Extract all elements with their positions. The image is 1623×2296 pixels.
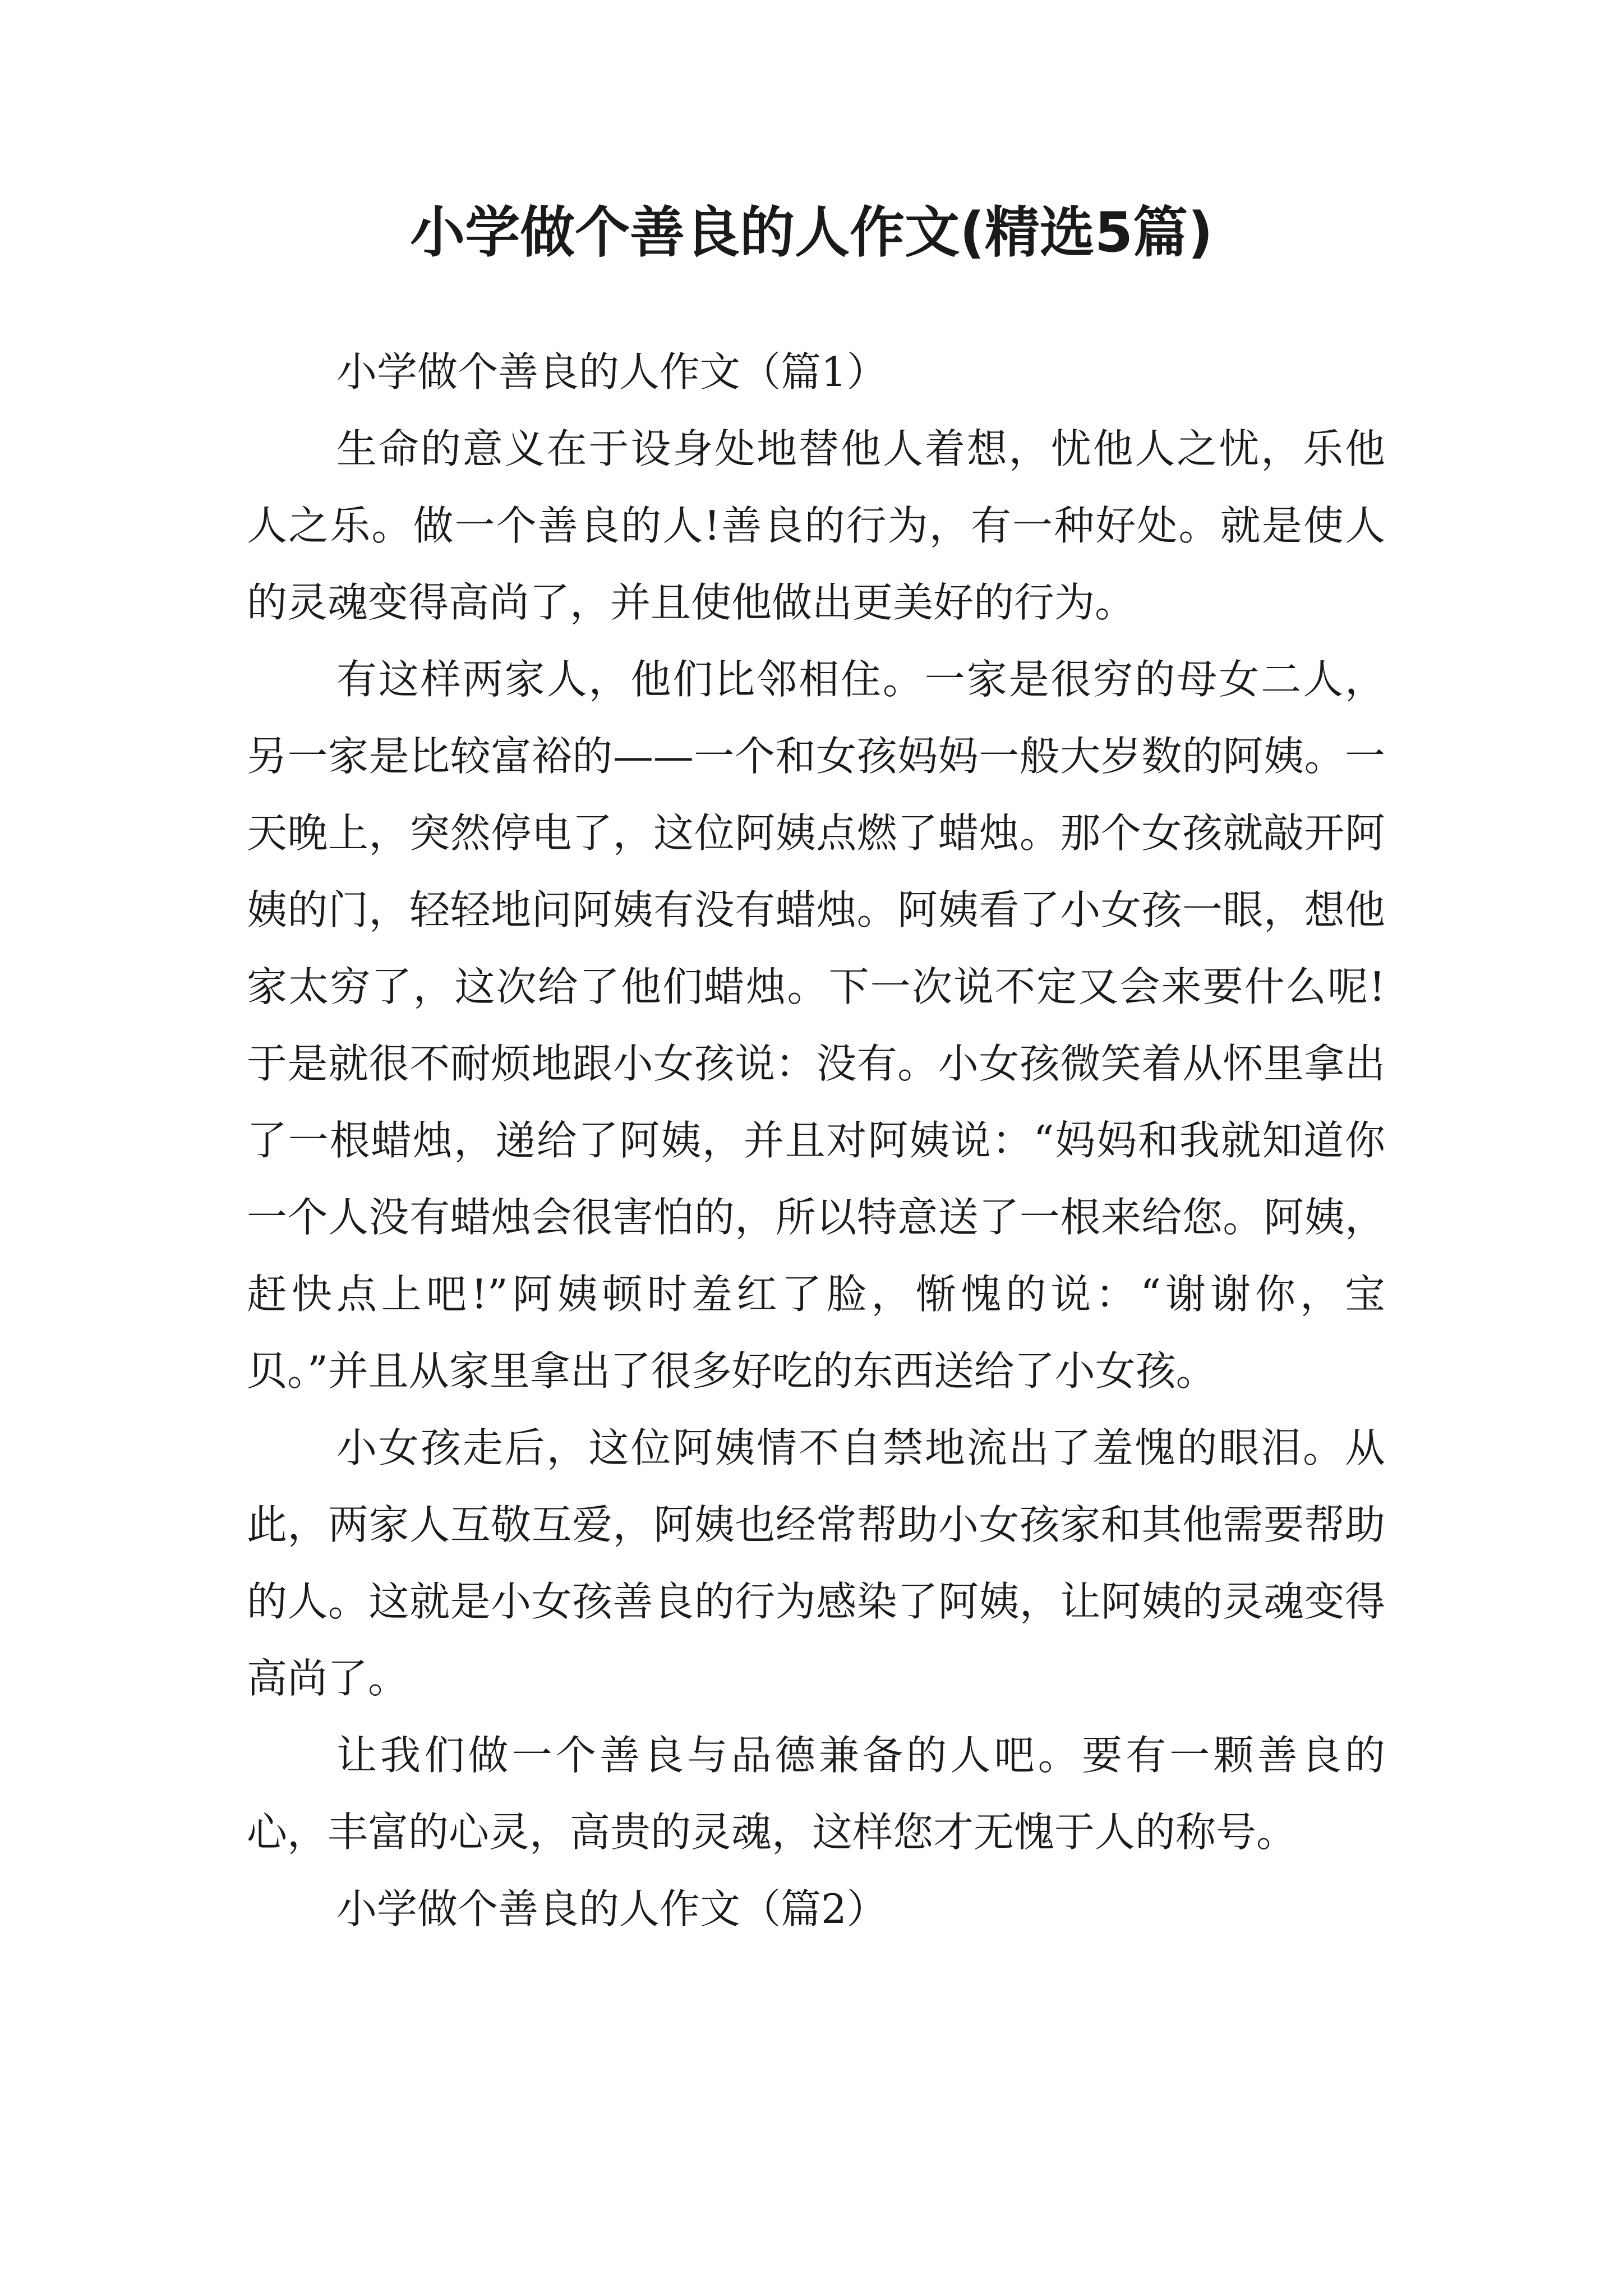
- paragraph-2: 有这样两家人，他们比邻相住。一家是很穷的母女二人，另一家是比较富裕的——一个和女孩妈妈一般大岁数的阿姨。一天晚上，突然停电了，这位阿姨点燃了蜡烛。那个女孩就敲开阿姨的门，轻轻地问阿姨有没有蜡烛。阿姨看了小女孩一眼，想他家太穷了，这次给了他们蜡烛。下一次说不定又会来要什么呢!于是就很不耐烦地跟小女孩说：没有。小女孩微笑着从怀里拿出了一根蜡烛，递给了阿姨，并且对阿姨说：“妈妈和我就知道你一个人没有蜡烛会很害怕的，所以特意送了一根来给您。阿姨，赶快点上吧!”阿姨顿时羞红了脸，惭愧的说：“谢谢你，宝贝。”并且从家里拿出了很多好吃的东西送给了小女孩。: [247, 656, 1385, 1395]
- section-heading-1: 小学做个善良的人作文（篇1）: [336, 348, 887, 395]
- paragraph-4: 让我们做一个善良与品德兼备的人吧。要有一颗善良的心，丰富的心灵，高贵的灵魂，这样您才无愧于人的称号。: [247, 1732, 1385, 1856]
- section-heading-2: 小学做个善良的人作文（篇2）: [336, 1885, 887, 1932]
- paragraph-1: 生命的意义在于设身处地替他人着想，忧他人之忧，乐他人之乐。做一个善良的人!善良的行为，有一种好处。就是使人的灵魂变得高尚了，并且使他做出更美好的行为。: [247, 425, 1385, 626]
- document-title: 小学做个善良的人作文(精选5篇): [410, 201, 1213, 265]
- paragraph-3: 小女孩走后，这位阿姨情不自禁地流出了羞愧的眼泪。从此，两家人互敬互爱，阿姨也经常帮助小女孩家和其他需要帮助的人。这就是小女孩善良的行为感染了阿姨，让阿姨的灵魂变得高尚了。: [247, 1424, 1385, 1702]
- document-body: [247, 334, 1385, 1948]
